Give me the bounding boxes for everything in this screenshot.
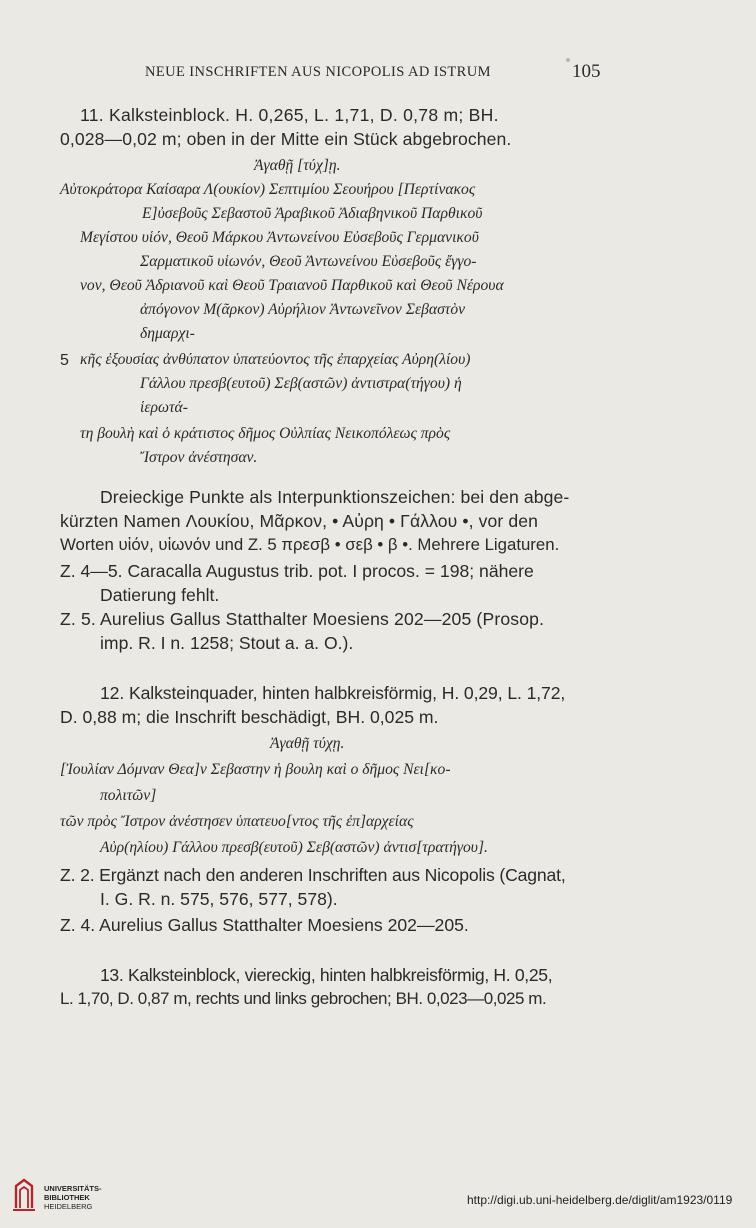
inscription-line: πολιτῶν]: [100, 787, 157, 804]
inscription-line: Μεγίστου υἱόν, Θεοῦ Μάρκου Ἀντωνείνου Εὐσεβοῦς Γερμανικοῦ: [80, 229, 479, 246]
inscription-line: [Ἰουλίαν Δόμναν Θεα]ν Σεβαστην ἡ βουλη καὶ ο δῆμος Νει[κο-: [60, 761, 451, 778]
entry-12-heading-line-2: D. 0,88 m; die Inschrift beschädigt, BH. 0,025 m.: [60, 707, 439, 727]
inscription-line: ἀπόγονον Μ(ᾶρκον) Αὐρήλιον Ἀντωνεῖνον Σεβαστὸν: [140, 301, 466, 318]
entry-13-heading-line-2: L. 1,70, D. 0,87 m, rechts und links gebrochen; BH. 0,023—0,025 m.: [60, 989, 547, 1008]
commentary-line: I. G. R. n. 575, 576, 577, 578).: [100, 889, 338, 909]
library-name-line: BIBLIOTHEK: [44, 1193, 90, 1202]
entry-11-heading-line-1: 11. Kalksteinblock. H. 0,265, L. 1,71, D. 0,78 m; BH.: [80, 105, 499, 125]
library-logo-icon: [10, 1176, 38, 1214]
inscription-line: τη βουλὴ καὶ ὁ κράτιστος δῆμος Οὐλπίας Νεικοπόλεως πρὸς: [80, 425, 451, 442]
commentary-line: Z. 5. Aurelius Gallus Statthalter Moesiens 202—205 (Prosop.: [60, 609, 545, 629]
running-title: NEUE INSCHRIFTEN AUS NICOPOLIS AD ISTRUM: [145, 64, 491, 80]
commentary-line: Z. 4—5. Caracalla Augustus trib. pot. I procos. = 198; nähere: [60, 561, 534, 581]
inscription-line: Ε]ὐσεβοῦς Σεβαστοῦ Ἀραβικοῦ Ἀδιαβηνικοῦ Παρθικοῦ: [142, 205, 483, 222]
library-name: [44, 1184, 102, 1211]
entry-13-heading-line-1: 13. Kalksteinblock, viereckig, hinten halbkreisförmig, H. 0,25,: [100, 965, 553, 985]
inscription-line: Ἀγαθῇ τύχῃ.: [270, 735, 345, 752]
commentary-line: Z. 4. Aurelius Gallus Statthalter Moesiens 202—205.: [60, 915, 469, 935]
inscription-line: δημαρχι-: [140, 325, 195, 342]
entry-12-heading-line-1: 12. Kalksteinquader, hinten halbkreisförmig, H. 0,29, L. 1,72,: [100, 683, 566, 703]
inscription-line: νον, Θεοῦ Ἀδριανοῦ καὶ Θεοῦ Τραιανοῦ Παρθικοῦ καὶ Θεοῦ Νέρουα: [80, 277, 504, 294]
library-name-line: UNIVERSITÄTS-: [44, 1184, 102, 1193]
commentary-line: Z. 2. Ergänzt nach den anderen Inschriften aus Nicopolis (Cagnat,: [60, 865, 566, 885]
commentary-line: Worten υἱόν, υἱωνόν und Z. 5 πρεσβ • σεβ • β •. Mehrere Ligaturen.: [60, 535, 560, 554]
line-number: 5: [60, 352, 69, 369]
inscription-line: Ἴστρον ἀνέστησαν.: [140, 449, 258, 466]
source-url[interactable]: http://digi.ub.uni-heidelberg.de/diglit/am1923/0119: [467, 1193, 733, 1207]
page-number: 105: [572, 61, 601, 82]
inscription-line: ἱερωτά-: [140, 399, 188, 416]
inscription-line: τῶν πρὸς Ἴστρον ἀνέστησεν ὑπατευο[ντος τῆς ἐπ]αρχείας: [60, 813, 414, 830]
ink-speck: [566, 58, 570, 62]
inscription-line: Αὐτοκράτορα Καίσαρα Λ(ουκίον) Σεπτιμίου Σεουήρου [Περτίνακος: [60, 181, 476, 198]
commentary-line: Datierung fehlt.: [100, 585, 220, 605]
inscription-line: Γάλλου πρεσβ(ευτοῦ) Σεβ(αστῶν) ἀντιστρα(τήγου) ἡ: [140, 375, 462, 392]
inscription-line: Αὐρ(ηλίου) Γάλλου πρεσβ(ευτοῦ) Σεβ(αστῶν) ἀντισ[τρατήγου].: [100, 839, 488, 856]
entry-11-heading-line-2: 0,028—0,02 m; oben in der Mitte ein Stück abgebrochen.: [60, 129, 512, 149]
library-name-line: HEIDELBERG: [44, 1202, 93, 1211]
commentary-line: Dreieckige Punkte als Interpunktionszeichen: bei den abge-: [100, 487, 570, 507]
inscription-line: Σαρματικοῦ υἱωνόν, Θεοῦ Ἀντωνείνου Εὐσεβοῦς ἔγγο-: [140, 253, 477, 270]
commentary-line: imp. R. I n. 1258; Stout a. a. O.).: [100, 633, 354, 653]
inscription-line: Ἀγαθῇ [τύχ]ῃ.: [254, 157, 341, 174]
inscription-line: κῆς ἐξουσίας ἀνθύπατον ὑπατεύοντος τῆς ἐπαρχείας Αὐρη(λίου): [80, 351, 471, 368]
commentary-line: kürzten Namen Λουκίου, Μᾶρκον, • Αὐρη • Γάλλου •, vor den: [60, 511, 538, 531]
